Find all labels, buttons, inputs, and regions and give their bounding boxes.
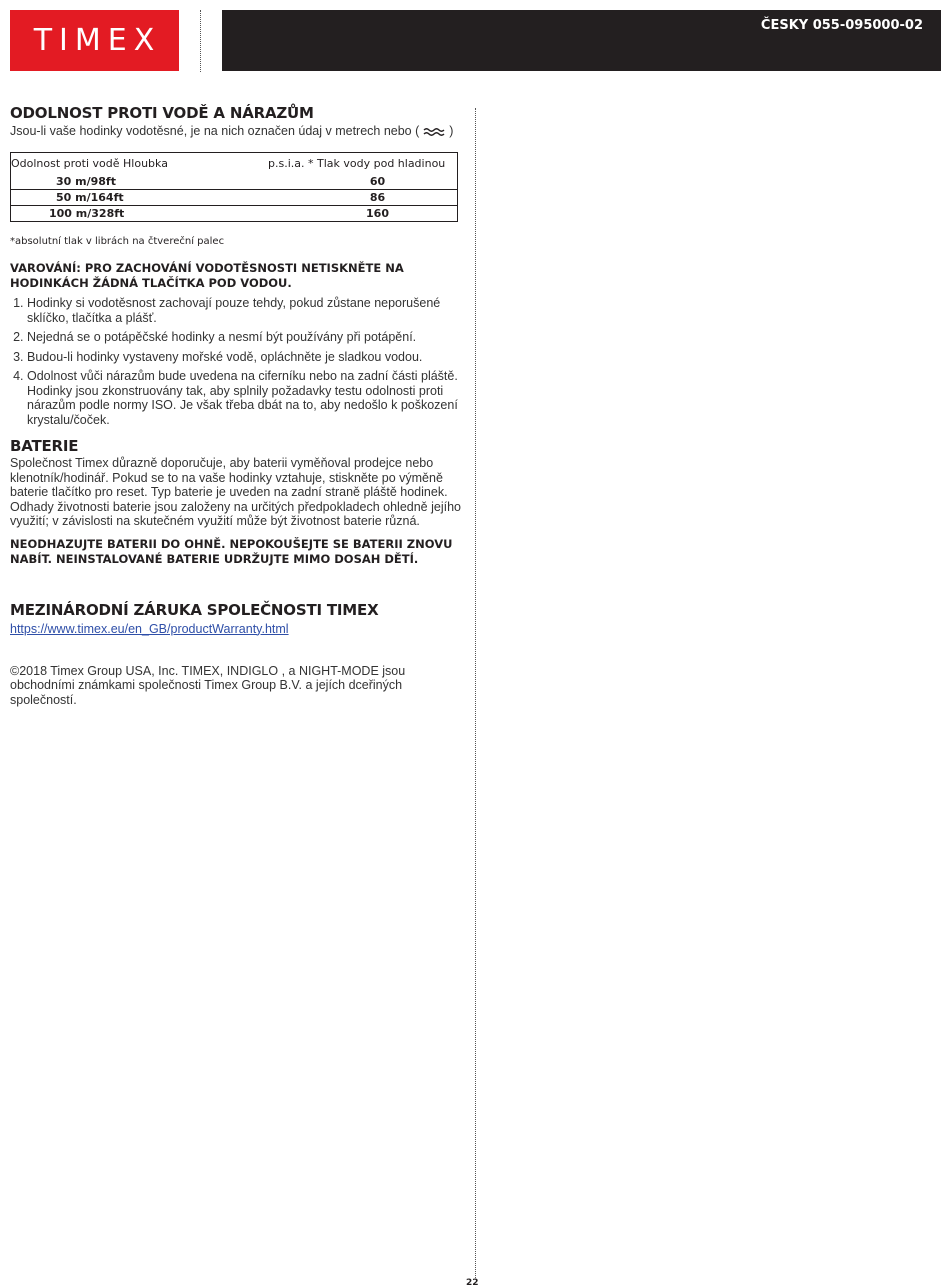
table-cell-psia: 60	[268, 174, 458, 190]
warranty-title: MEZINÁRODNÍ ZÁRUKA SPOLEČNOSTI TIMEX	[10, 600, 379, 619]
water-resistance-table	[10, 152, 458, 222]
warranty-link[interactable]: https://www.timex.eu/en_GB/productWarranty.html	[10, 621, 289, 636]
battery-title: BATERIE	[10, 437, 79, 455]
water-waves-icon	[423, 127, 445, 137]
list-item: 1. Hodinky si vodotěsnost zachovají pouze tehdy, pokud zůstane neporušené sklíčko, tlačítka a plášť.	[27, 296, 466, 325]
page-number: 22	[466, 1278, 479, 1288]
header-divider	[200, 10, 201, 72]
copyright-text: ©2018 Timex Group USA, Inc. TIMEX, INDIGLO , a NIGHT-MODE jsou obchodními známkami společnosti Timex Group B.V. a jejích dceřiných společností.	[10, 663, 406, 707]
water-intro	[10, 123, 466, 139]
water-warning: VAROVÁNÍ: PRO ZACHOVÁNÍ VODOTĚSNOSTI NETISKNĚTE NA HODINKÁCH ŽÁDNÁ TLAČÍTKA POD VODOU.	[10, 261, 404, 290]
list-item: 2. Nejedná se o potápěčské hodinky a nesmí být používány při potápění.	[27, 330, 466, 345]
list-item: 3. Budou-li hodinky vystaveny mořské vodě, opláchněte je sladkou vodou.	[27, 350, 466, 365]
timex-logo	[10, 10, 179, 71]
battery-warning: NEODHAZUJTE BATERII DO OHNĚ. NEPOKOUŠEJTE SE BATERII ZNOVU NABÍT. NEINSTALOVANÉ BATERIE UDRŽUJTE MIMO DOSAH DĚTÍ.	[10, 536, 453, 566]
header-bar	[222, 10, 941, 71]
table-cell-depth: 100 m/328ft	[49, 207, 125, 220]
left-column	[10, 104, 466, 715]
table-cell-psia: 160	[366, 207, 389, 220]
water-notes-list	[10, 296, 466, 427]
table-row	[11, 174, 458, 190]
table-cell-depth: 30 m/98ft	[11, 174, 269, 190]
water-intro-text: Jsou-li vaše hodinky vodotěsné, je na nich označen údaj v metrech nebo (	[10, 124, 420, 138]
document-code: ČESKY 055-095000-02	[760, 18, 923, 33]
table-row	[11, 206, 458, 222]
table-row	[11, 190, 458, 206]
table-cell-psia: 86	[268, 190, 458, 206]
table-header-depth: Odolnost proti vodě Hloubka	[11, 157, 168, 170]
list-item: 4. Odolnost vůči nárazům bude uvedena na ciferníku nebo na zadní části pláště. Hodinky jsou zkonstruovány tak, aby splnily požadavky testu odolnosti proti nárazům podle normy ISO. Je však třeba dbát na to, aby nedošlo k poškození krystalu/čoček.	[27, 369, 466, 427]
logo-text: TIMEX	[33, 23, 162, 58]
column-divider	[475, 108, 476, 1278]
table-header	[11, 153, 458, 175]
battery-text: Společnost Timex důrazně doporučuje, aby baterii vyměňoval prodejce nebo klenotník/hodinář. Pokud se to na vaše hodinky vztahuje, stiskněte po výměně baterie tlačítko pro reset. Typ baterie je uveden na zadní straně pláště hodinek. Odhady životnosti baterie jsou založeny na určitých předpokladech ohledně jejího využití; v závislosti na skutečném využití může být životnost baterie různá.	[10, 456, 461, 528]
table-header-pressure: p.s.i.a. * Tlak vody pod hladinou	[268, 157, 446, 170]
water-intro-close: )	[449, 124, 454, 138]
table-footnote: *absolutní tlak v librách na čtvereční palec	[10, 236, 225, 247]
water-resistance-title: ODOLNOST PROTI VODĚ A NÁRAZŮM	[10, 104, 314, 122]
table-cell-depth: 50 m/164ft	[11, 190, 269, 206]
